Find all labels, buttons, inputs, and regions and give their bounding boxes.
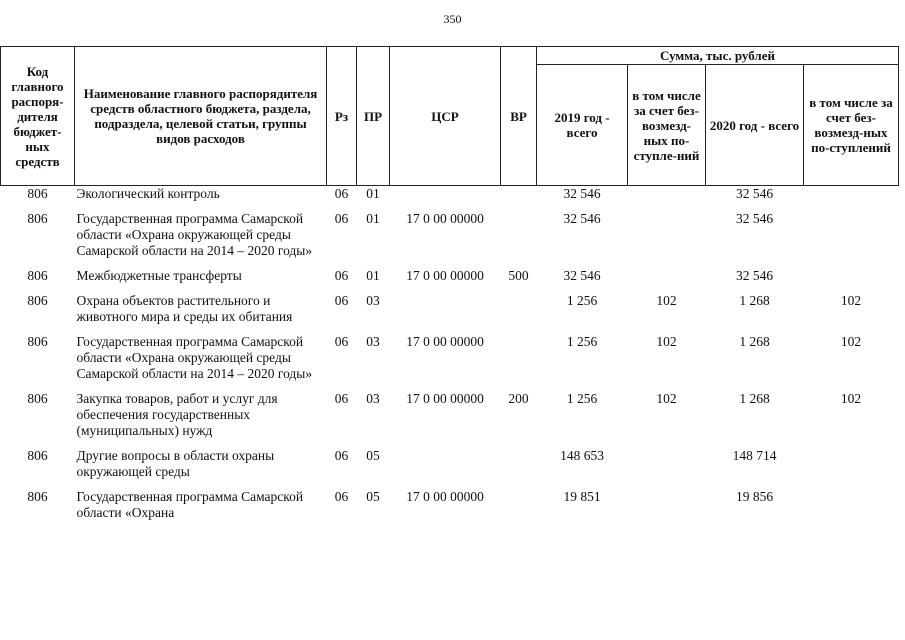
cell-pr: 01: [366, 211, 380, 226]
cell-2020-total: 148 714: [732, 448, 777, 463]
header-2020-grants: в том числе за счет без-возмезд-ных по-ступлений: [804, 65, 899, 186]
table-row: [1, 448, 899, 489]
cell-2020-total: 32 546: [735, 211, 774, 226]
cell-vr: [501, 186, 537, 212]
cell-csr: [390, 186, 501, 212]
cell-rz: 06: [334, 448, 349, 463]
cell-pr: 03: [366, 334, 380, 349]
cell-vr: [501, 489, 537, 530]
cell-2019-total: 1 256: [566, 391, 598, 406]
header-2019-grants: в том числе за счет без-возмезд-ных по-ступле-ний: [628, 65, 706, 186]
cell-pr: 01: [366, 186, 380, 201]
cell-code: 806: [27, 448, 48, 463]
cell-2019-total: 148 653: [560, 448, 604, 463]
cell-2020-grants: [804, 448, 899, 489]
cell-2019-total: 19 851: [563, 489, 601, 504]
cell-pr: 01: [366, 268, 380, 283]
cell-vr: [501, 293, 537, 334]
cell-csr: 17 0 00 00000: [406, 268, 484, 283]
cell-code: 806: [27, 186, 48, 201]
cell-2019-total: 1 256: [566, 334, 598, 349]
cell-2020-grants: [804, 489, 899, 530]
table-row: [1, 334, 899, 391]
cell-vr: [501, 211, 537, 268]
cell-2020-grants: [804, 186, 899, 212]
cell-code: 806: [27, 211, 48, 226]
cell-2019-total: 32 546: [563, 211, 601, 226]
cell-name: Государственная программа Самарской области «Охрана: [76, 489, 304, 520]
cell-2020-grants: 102: [840, 293, 862, 308]
cell-name: Государственная программа Самарской области «Охрана окружающей среды Самарской области на 2014 – 2020 годы»: [76, 211, 313, 258]
cell-name: Государственная программа Самарской области «Охрана окружающей среды Самарской области на 2014 – 2020 годы»: [76, 334, 313, 381]
header-code: Код главного распоря-дителя бюджет-ных средств: [1, 47, 75, 186]
cell-2019-grants: 102: [656, 391, 677, 406]
cell-rz: 06: [334, 334, 349, 349]
cell-csr: 17 0 00 00000: [406, 211, 484, 226]
table-row: [1, 268, 899, 293]
cell-pr: 05: [366, 448, 380, 463]
cell-name: Закупка товаров, работ и услуг для обеспечения государственных (муниципальных) нужд: [76, 391, 278, 438]
cell-2019-total: 32 546: [563, 268, 601, 283]
cell-2019-grants: 102: [656, 293, 677, 308]
header-rz: Рз: [327, 47, 357, 186]
cell-rz: 06: [334, 186, 349, 201]
cell-rz: 06: [334, 391, 349, 406]
cell-csr: 17 0 00 00000: [406, 391, 484, 406]
cell-name: Охрана объектов растительного и животного мира и среды их обитания: [76, 293, 293, 324]
cell-2019-grants: [628, 489, 706, 530]
header-2020-total: 2020 год - всего: [706, 65, 804, 186]
budget-table: [0, 46, 899, 530]
cell-2019-grants: [628, 448, 706, 489]
cell-csr: 17 0 00 00000: [406, 334, 484, 349]
cell-vr: [501, 334, 537, 391]
cell-rz: 06: [334, 268, 349, 283]
header-name: Наименование главного распорядителя средств областного бюджета, раздела, подраздела, целевой статьи, группы видов расходов: [75, 47, 327, 186]
cell-2020-grants: [804, 211, 899, 268]
cell-name: Экологический контроль: [76, 186, 220, 201]
cell-code: 806: [27, 293, 48, 308]
cell-2019-grants: [628, 211, 706, 268]
header-vr: ВР: [501, 47, 537, 186]
cell-name: Межбюджетные трансферты: [76, 268, 242, 283]
cell-2020-total: 19 856: [735, 489, 774, 504]
cell-2020-total: 1 268: [739, 334, 770, 349]
cell-2020-grants: 102: [840, 391, 862, 406]
cell-2020-grants: 102: [840, 334, 862, 349]
cell-2020-total: 32 546: [735, 268, 774, 283]
cell-csr: [390, 448, 501, 489]
cell-csr: [390, 293, 501, 334]
header-sum-group: Сумма, тыс. рублей: [537, 47, 899, 65]
page-number: 350: [443, 12, 462, 26]
cell-rz: 06: [334, 489, 349, 504]
cell-code: 806: [27, 268, 48, 283]
table-header: [1, 47, 899, 186]
cell-2020-total: 32 546: [735, 186, 774, 201]
cell-pr: 03: [366, 391, 380, 406]
cell-pr: 03: [366, 293, 380, 308]
table-row: [1, 489, 899, 530]
cell-rz: 06: [334, 293, 349, 308]
cell-code: 806: [27, 334, 48, 349]
header-2019-total: 2019 год - всего: [537, 65, 628, 186]
table-row: [1, 211, 899, 268]
table-row: [1, 293, 899, 334]
cell-2019-total: 1 256: [566, 293, 598, 308]
cell-code: 806: [27, 391, 48, 406]
cell-2019-grants: [628, 186, 706, 212]
header-pr: ПР: [357, 47, 390, 186]
table-body: [1, 186, 899, 531]
table-row: [1, 186, 899, 212]
cell-2019-total: 32 546: [563, 186, 601, 201]
table-row: [1, 391, 899, 448]
cell-vr: 500: [508, 268, 529, 283]
cell-2019-grants: [628, 268, 706, 293]
cell-vr: [501, 448, 537, 489]
cell-csr: 17 0 00 00000: [406, 489, 484, 504]
header-csr: ЦСР: [390, 47, 501, 186]
cell-code: 806: [27, 489, 48, 504]
cell-pr: 05: [366, 489, 380, 504]
cell-name: Другие вопросы в области охраны окружающей среды: [76, 448, 275, 479]
cell-rz: 06: [334, 211, 349, 226]
cell-2020-grants: [804, 268, 899, 293]
cell-2019-grants: 102: [656, 334, 677, 349]
cell-2020-total: 1 268: [739, 293, 770, 308]
cell-2020-total: 1 268: [739, 391, 770, 406]
cell-vr: 200: [508, 391, 529, 406]
